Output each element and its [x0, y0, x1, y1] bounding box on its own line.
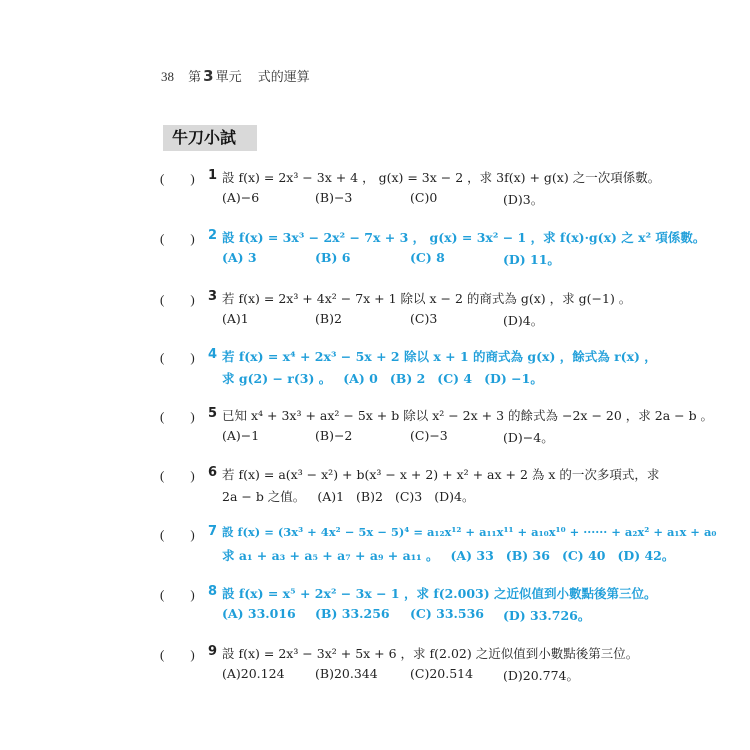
question-stem: 若 f(x) = a(x³ − x²) + b(x³ − x + 2) + x² + ax + 2 為 x 的一次多項式，求: [222, 467, 660, 482]
question-number: 5: [208, 406, 218, 421]
option-d: (D) 11。: [503, 252, 560, 267]
option-b: (B) 36: [505, 548, 550, 563]
option-a: (A) 0: [343, 371, 378, 386]
option-c: (C)−3: [410, 428, 448, 443]
option-a: (A) 33: [450, 548, 494, 563]
question-number: 1: [208, 168, 218, 183]
option-b: (B) 33.256: [315, 606, 390, 621]
question-number: 2: [208, 228, 218, 243]
question-stem: 設 f(x) = 2x³ − 3x + 4 ， g(x) = 3x − 2 ，求 3f(x) + g(x) 之一次項係數。: [222, 170, 661, 185]
question-stem: 設 f(x) = x⁵ + 2x² − 3x − 1 ，求 f(2.003) 之近似值到小數點後第三位。: [222, 586, 657, 601]
question-stem-line2: 求 a₁ + a₃ + a₅ + a₇ + a₉ + a₁₁ 。 (A) 33 (B) 36 (C) 40 (D) 42。: [222, 548, 675, 563]
option-a: (A)−6: [222, 190, 260, 205]
answer-blank[interactable]: ( ): [160, 527, 195, 542]
option-c: (C) 4: [437, 371, 473, 386]
question-stem-line2: 求 g(2) − r(3) 。 (A) 0 (B) 2 (C) 4 (D) −1。: [222, 371, 543, 386]
section-title: 牛刀小試: [163, 125, 257, 151]
page-number: 38: [161, 69, 174, 84]
question-number: 9: [208, 644, 218, 659]
option-d: (D)4。: [503, 313, 544, 328]
question-number: 8: [208, 584, 218, 599]
option-d: (D)20.774。: [503, 668, 580, 683]
option-a: (A)20.124: [222, 666, 285, 681]
option-c: (C)3: [394, 489, 423, 504]
option-d: (D) 33.726。: [503, 608, 591, 623]
option-d: (D) 42。: [617, 548, 675, 563]
option-a: (A) 3: [222, 250, 257, 265]
option-c: (C) 8: [410, 250, 445, 265]
option-b: (B) 2: [389, 371, 426, 386]
answer-blank[interactable]: ( ): [160, 231, 195, 246]
answer-blank[interactable]: ( ): [160, 409, 195, 424]
option-d: (D) −1。: [484, 371, 543, 386]
page-header: [161, 66, 310, 85]
question-stem: 設 f(x) = 2x³ − 3x² + 5x + 6 ，求 f(2.02) 之近似值到小數點後第三位。: [222, 646, 639, 661]
option-c: (C) 33.536: [410, 606, 484, 621]
question-stem-line2: 2a − b 之值。 (A)1 (B)2 (C)3 (D)4。: [222, 489, 475, 504]
question-number: 7: [208, 524, 218, 539]
answer-blank[interactable]: ( ): [160, 171, 195, 186]
unit-suffix: 單元: [215, 70, 242, 85]
answer-blank[interactable]: ( ): [160, 350, 195, 365]
option-a: (A)1: [317, 489, 345, 504]
question-number: 4: [208, 347, 218, 362]
answer-blank[interactable]: ( ): [160, 647, 195, 662]
unit-prefix: 第: [188, 70, 202, 85]
option-d: (D)−4。: [503, 430, 554, 445]
option-d: (D)3。: [503, 192, 544, 207]
answer-blank[interactable]: ( ): [160, 292, 195, 307]
option-a: (A) 33.016: [222, 606, 296, 621]
option-a: (A)−1: [222, 428, 260, 443]
option-b: (B)2: [315, 311, 342, 326]
option-d: (D)4。: [434, 489, 475, 504]
option-b: (B)20.344: [315, 666, 378, 681]
answer-blank[interactable]: ( ): [160, 468, 195, 483]
option-b: (B)−2: [315, 428, 353, 443]
option-b: (B)−3: [315, 190, 353, 205]
question-stem: 設 f(x) = (3x³ + 4x² − 5x − 5)⁴ = a₁₂x¹² + a₁₁x¹¹ + a₁₀x¹⁰ + ······ + a₂x² + a₁x + a₀: [222, 525, 717, 539]
question-stem: 已知 x⁴ + 3x³ + ax² − 5x + b 除以 x² − 2x + 3 的餘式為 −2x − 20 ，求 2a − b 。: [222, 408, 714, 423]
answer-blank[interactable]: ( ): [160, 587, 195, 602]
unit-number: 3: [203, 67, 214, 85]
question-stem: 設 f(x) = 3x³ − 2x² − 7x + 3 ， g(x) = 3x² − 1 ，求 f(x)·g(x) 之 x² 項係數。: [222, 230, 706, 245]
option-b: (B) 6: [315, 250, 351, 265]
unit-title: 式的運算: [257, 70, 310, 85]
option-c: (C)0: [410, 190, 438, 205]
option-c: (C)3: [410, 311, 438, 326]
question-number: 6: [208, 465, 218, 480]
question-stem: 若 f(x) = 2x³ + 4x² − 7x + 1 除以 x − 2 的商式為 g(x) ，求 g(−1) 。: [222, 291, 632, 306]
option-c: (C) 40: [561, 548, 606, 563]
option-c: (C)20.514: [410, 666, 474, 681]
question-stem: 若 f(x) = x⁴ + 2x³ − 5x + 2 除以 x + 1 的商式為 g(x) ，餘式為 r(x) ，: [222, 349, 657, 364]
question-number: 3: [208, 289, 218, 304]
option-b: (B)2: [356, 489, 383, 504]
option-a: (A)1: [222, 311, 249, 326]
